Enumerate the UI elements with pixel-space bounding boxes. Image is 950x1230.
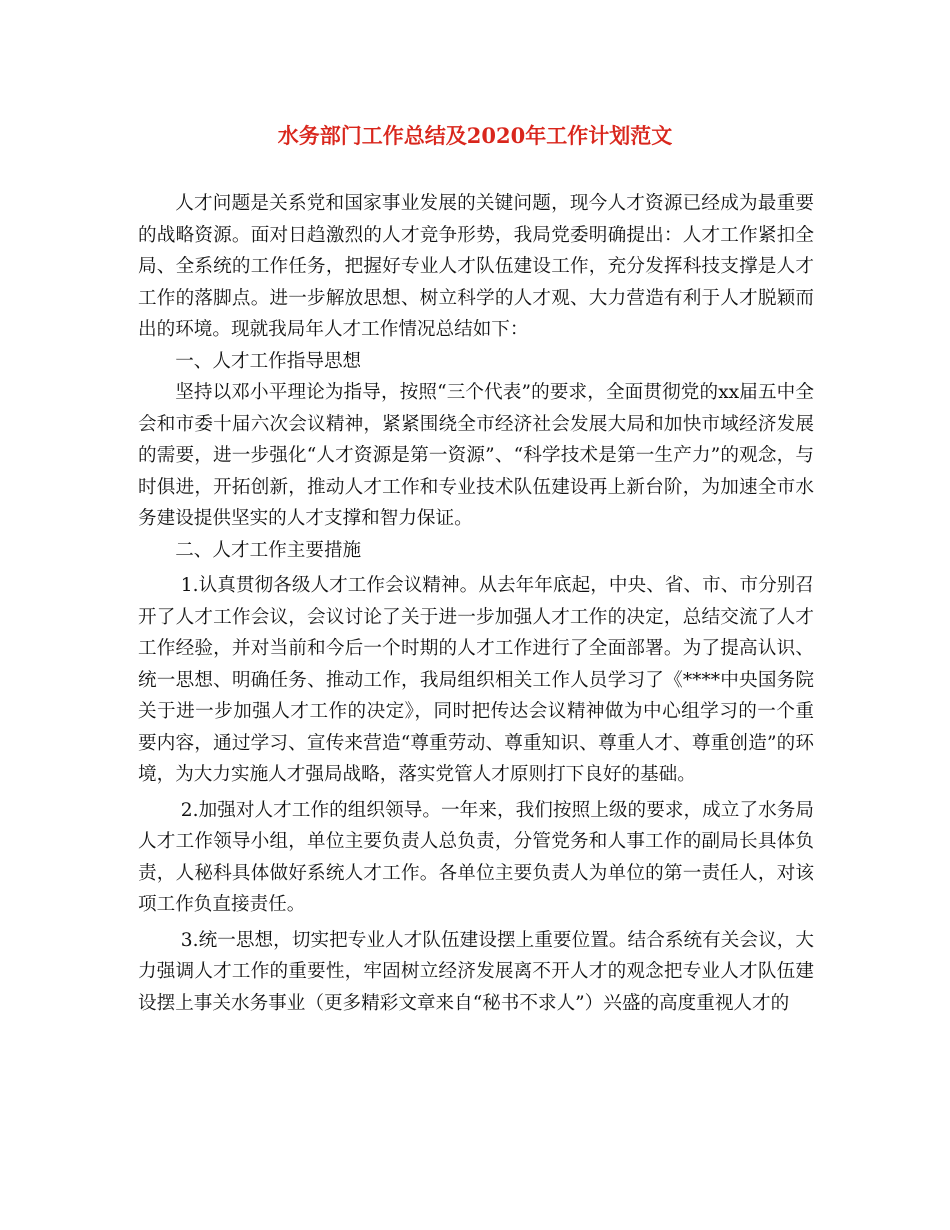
section-heading-guiding-ideology: 一、人才工作指导思想 [175,350,362,372]
document-title: 水务部门工作总结及2020年工作计划范文 [277,123,673,148]
measure-paragraph-2: 2.加强对人才工作的组织领导。一年来，我们按照上级的要求，成立了水务局人才工作领导小组，单位主要负责人总负责，分管党务和人事工作的副局长具体负责，人秘科具体做好系统人才工作。各单位主要负责人为单位的第一责任人，对该项工作负直接责任。 [138,799,814,915]
document-body [138,188,814,1019]
measure-paragraph-3: 3.统一思想，切实把专业人才队伍建设摆上重要位置。结合系统有关会议，大力强调人才工作的重要性，牢固树立经济发展离不开人才的观念把专业人才队伍建设摆上事关水务事业（更多精彩文章来自“秘书不求人”）兴盛的高度重视人才的 [138,929,814,1014]
intro-paragraph: 人才问题是关系党和国家事业发展的关键问题，现今人才资源已经成为最重要的战略资源。面对日趋激烈的人才竞争形势，我局党委明确提出：人才工作紧扣全局、全系统的工作任务，把握好专业人才队伍建设工作，充分发挥科技支撑是人才工作的落脚点。进一步解放思想、树立科学的人才观、大力营造有利于人才脱颖而出的环境。现就我局年人才工作情况总结如下： [138,193,814,340]
section-heading-main-measures: 二、人才工作主要措施 [175,539,362,561]
guiding-ideology-paragraph: 坚持以邓小平理论为指导，按照“三个代表”的要求，全面贯彻党的xx届五中全会和市委十届六次会议精神，紧紧围绕全市经济社会发展大局和加快市域经济发展的需要，进一步强化“人才资源是第一资源”、“科学技术是第一生产力”的观念，与时俱进，开拓创新，推动人才工作和专业技术队伍建设再上新台阶，为加速全市水务建设提供坚实的人才支撑和智力保证。 [138,382,814,529]
measure-paragraph-1: 1.认真贯彻各级人才工作会议精神。从去年年底起，中央、省、市、市分别召开了人才工作会议，会议讨论了关于进一步加强人才工作的决定，总结交流了人才工作经验，并对当前和今后一个时期的人才工作进行了全面部署。为了提高认识、统一思想、明确任务、推动工作，我局组织相关工作人员学习了《****中央国务院关于进一步加强人才工作的决定》，同时把传达会议精神做为中心组学习的一个重要内容，通过学习、宣传来营造“尊重劳动、尊重知识、尊重人才、尊重创造”的环境，为大力实施人才强局战略，落实党管人才原则打下良好的基础。 [138,575,814,785]
